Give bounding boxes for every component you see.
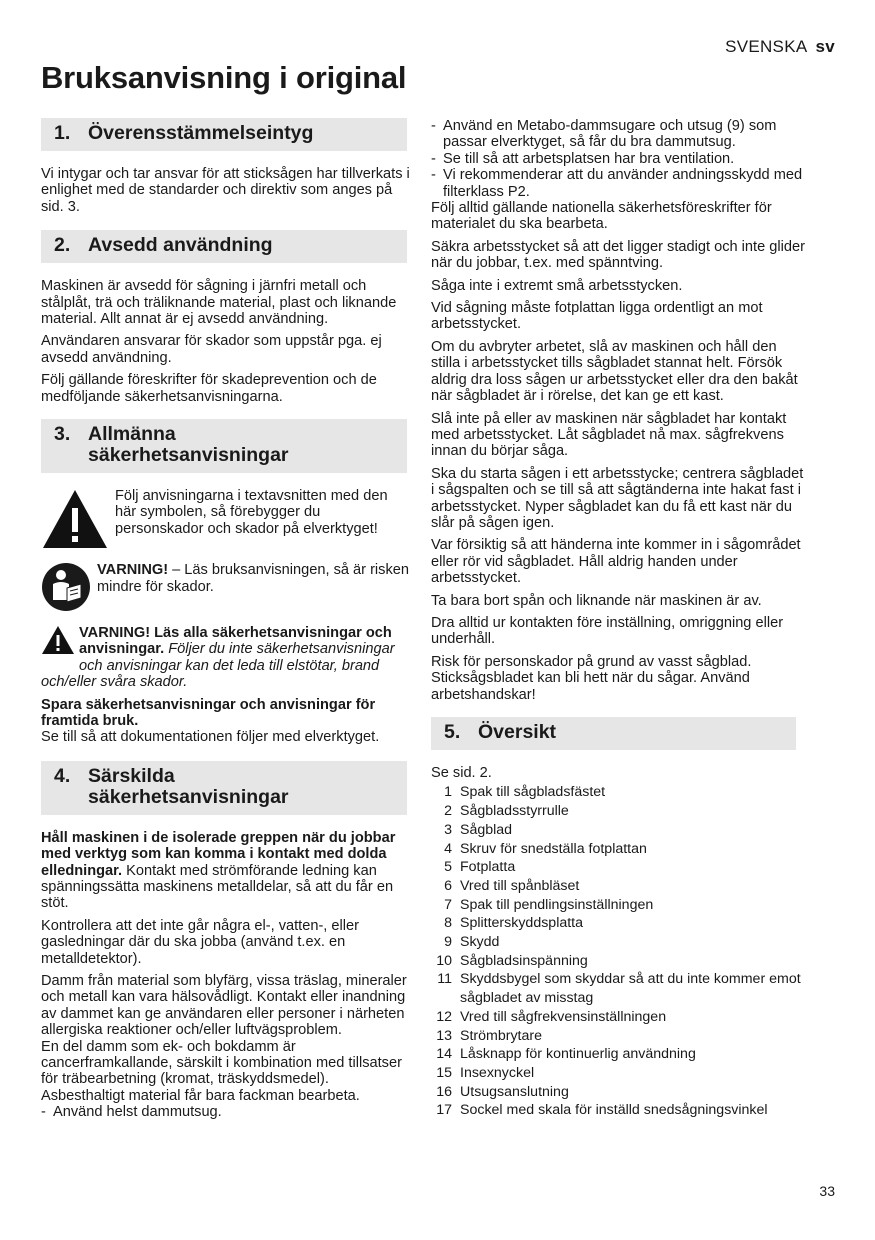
- overview-item-number: 7: [444, 896, 452, 913]
- overview-item: [431, 1045, 807, 1064]
- safety-rule: Om du avbryter arbetet, slå av maskinen och håll den stilla i arbetsstycket tills sågbladet stannat helt. Försök aldrig dra loss sågen ur arbetsstycket eller dra den bakåt när sågbladet är i rörelse, det kan ge ett kast.: [431, 338, 798, 405]
- bullet-text: Använd helst dammutsug.: [53, 1104, 222, 1121]
- bullet-item: - Använd helst dammutsug.: [41, 1104, 222, 1121]
- small-warning-icon: [41, 625, 75, 659]
- safety-rule: Ska du starta sågen i ett arbetsstycke; centrera sågbladet i sågspalten och se till så att sågtänderna inte hakat fast i arbetsstycket. Nyper sågbladet kan du få ett kast när du slår på sågen igen.: [431, 465, 804, 531]
- section-5-heading: [431, 717, 796, 750]
- page-title: Bruksanvisning i original: [41, 60, 407, 95]
- overview-item: [431, 952, 807, 971]
- section-title: Överensstämmelseintyg: [88, 122, 314, 144]
- overview-item-number: 1: [444, 784, 452, 801]
- section-title: Översikt: [478, 721, 557, 743]
- safety-rule: Vid sågning måste fotplattan ligga ordentligt an mot arbetsstycket.: [431, 300, 763, 333]
- keep-instructions: [41, 697, 412, 746]
- section-2-heading: [41, 230, 407, 263]
- section-number: 1.: [54, 122, 71, 144]
- overview-item: [431, 896, 807, 915]
- overview-item-number: 12: [436, 1008, 452, 1025]
- overview-item-number: 6: [444, 877, 452, 894]
- special-safety-paragraph: Kontrollera att det inte går några el-, vatten-, eller gasledningar där du ska jobba (använd t.ex. en metalldetektor).: [41, 917, 359, 967]
- safety-rule: Säkra arbetsstycket så att det ligger stadigt och inte glider när du jobbar, t.ex. med spänntving.: [431, 238, 805, 272]
- bullet-item: - Använd en Metabo-dammsugare och utsug (9) som passar elverktyget, så får du bra dammutsug.: [431, 118, 807, 151]
- warning-italic: Följer du inte säkerhetsanvisningar och anvisningar kan det leda till elstötar, brand och/eller svåra skador.: [41, 641, 395, 691]
- safety-rule: Var försiktig så att händerna inte kommer in i sågområdet eller rör vid sågbladet. Håll aldrig handen under arbetsstycket.: [431, 537, 801, 587]
- section-title-line: Särskilda: [88, 764, 175, 787]
- keep-text: Se till så att dokumentationen följer med elverktyget.: [41, 729, 380, 746]
- safety-rule: Följ alltid gällande nationella säkerhetsföreskrifter för materialet du ska bearbeta.: [431, 200, 772, 233]
- overview-item: [431, 821, 807, 840]
- overview-item-label: Splitterskyddsplatta: [460, 915, 584, 932]
- overview-item-label: Vred till sågfrekvensinställningen: [460, 1008, 667, 1025]
- overview-item: [431, 1064, 807, 1083]
- warning-symbol-note: [41, 488, 412, 554]
- section-title: Avsedd användning: [88, 234, 273, 257]
- overview-item-number: 15: [436, 1064, 452, 1081]
- overview-item: [431, 877, 807, 896]
- bullet-text: Se till så att arbetsplatsen har bra ventilation.: [443, 150, 735, 167]
- overview-item: [431, 1027, 807, 1046]
- overview-item-number: 4: [444, 840, 452, 857]
- overview-item: [431, 933, 807, 952]
- overview-item-label: Fotplatta: [460, 859, 516, 876]
- overview-item: [431, 1101, 807, 1120]
- overview-item: [431, 858, 807, 877]
- overview-item: [431, 783, 807, 802]
- special-safety-paragraph: [41, 830, 412, 912]
- section-1-heading: [41, 118, 407, 151]
- section-title-line: säkerhetsanvisningar: [88, 785, 289, 808]
- overview-item-number: 13: [436, 1027, 452, 1044]
- overview-item-label: Sockel med skala för inställd snedsågningsvinkel: [460, 1102, 768, 1119]
- overview-item: [431, 914, 807, 933]
- warning-label: VARNING!: [97, 562, 169, 579]
- overview-item-number: 10: [436, 952, 452, 969]
- read-manual-note: [41, 562, 412, 616]
- overview-item-number: 11: [437, 971, 452, 988]
- overview-item-label: Insexnyckel: [460, 1064, 535, 1081]
- read-manual-icon: [41, 562, 91, 616]
- instruction-text: Kontakt med strömförande ledning kan spänningssätta maskinens metalldelar, så att du får en stöt.: [41, 862, 394, 912]
- overview-item-label: Spak till sågbladsfästet: [460, 784, 606, 801]
- intended-use-paragraph: Maskinen är avsedd för sågning i järnfri metall och stålplåt, trä och träliknande material, plast och liknande material. Allt annat är ej avsedd användning.: [41, 278, 397, 328]
- general-warning: [41, 625, 412, 691]
- overview-item-label: Skruv för snedställa fotplattan: [460, 840, 647, 857]
- overview-item-label: Sågbladsinspänning: [460, 952, 588, 969]
- bullet-text: Använd en Metabo-dammsugare och utsug (9) som passar elverktyget, så får du bra dammutsug.: [443, 118, 777, 151]
- warning-text: – Läs bruksanvisningen, så är risken mindre för skador.: [97, 562, 410, 595]
- overview-item-label: Skyddsbygel som skyddar så att du inte kommer emot sågbladet av misstag: [460, 971, 801, 1007]
- safety-rule: Risk för personskador på grund av vasst sågblad. Sticksågsbladet kan bli hett när du sågar. Använd arbetshandskar!: [431, 653, 752, 703]
- section-title-line: säkerhetsanvisningar: [88, 444, 289, 467]
- overview-item-label: Vred till spånbläset: [460, 877, 580, 894]
- overview-item-number: 16: [436, 1083, 452, 1100]
- overview-item: [431, 840, 807, 859]
- special-safety-paragraph: [41, 973, 412, 1104]
- overview-item-label: Låsknapp för kontinuerlig användning: [460, 1046, 696, 1063]
- section-4-heading: [41, 761, 407, 815]
- overview-item-label: Sågblad: [460, 821, 513, 838]
- overview-item-number: 14: [436, 1046, 452, 1063]
- overview-item-number: 9: [444, 934, 452, 951]
- language-name: SVENSKA: [725, 37, 808, 56]
- overview-item: [431, 802, 807, 821]
- overview-item-label: Strömbrytare: [460, 1027, 542, 1044]
- overview-item-label: Spak till pendlingsinställningen: [460, 896, 654, 913]
- overview-item-number: 8: [444, 915, 452, 932]
- bullet-item: - Se till så att arbetsplatsen har bra ventilation.: [431, 150, 735, 167]
- intended-use-paragraph: Användaren ansvarar för skador som uppstår pga. ej avsedd användning.: [41, 333, 382, 366]
- overview-item: [431, 970, 807, 1007]
- overview-item-number: 3: [444, 821, 452, 838]
- overview-item: [431, 1008, 807, 1027]
- language-code: sv: [815, 37, 835, 56]
- left-column: [41, 118, 412, 1121]
- conformity-text: Vi intygar och tar ansvar för att sticksågen har tillverkats i enlighet med de standarder och direktiv som anges på sid. 3.: [41, 166, 410, 215]
- overview-list: [431, 783, 807, 1120]
- overview-item-number: 17: [436, 1102, 452, 1119]
- dust-text: En del damm som ek- och bokdamm är cancerframkallande, särskilt i kombination med tillsatser för träbearbetning (kromat, träskyddsmedel). Asbesthaltigt material får bara fackman bearbeta.: [41, 1038, 402, 1104]
- symbol-explanation: Följ anvisningarna i textavsnitten med den här symbolen, så förebygger du personskador och skador på elverktyget!: [115, 488, 388, 537]
- section-title-line: Allmänna: [88, 423, 176, 446]
- section-number: 3.: [54, 423, 71, 446]
- keep-bold: Spara säkerhetsanvisningar och anvisningar för framtida bruk.: [41, 696, 376, 729]
- dust-text: Damm från material som blyfärg, vissa träslag, mineraler och metall kan vara hälsovådligt. Kontakt eller inandning av dammet kan ge användaren eller personer i närheten allergiska reaktioner och/eller luftvägsproblem.: [41, 972, 407, 1039]
- safety-rule: Ta bara bort spån och liknande när maskinen är av.: [431, 592, 762, 609]
- warning-triangle-icon: [41, 488, 109, 554]
- section-number: 2.: [54, 234, 71, 257]
- section-number: 5.: [444, 721, 461, 743]
- safety-rule: Såga inte i extremt små arbetsstycken.: [431, 277, 683, 294]
- overview-intro: Se sid. 2.: [431, 765, 492, 781]
- section-number: 4.: [54, 764, 71, 787]
- overview-item-number: 2: [444, 803, 452, 820]
- overview-item-label: Utsugsanslutning: [460, 1083, 569, 1100]
- section-3-heading: [41, 419, 407, 473]
- language-label: [725, 37, 835, 57]
- overview-item: [431, 1083, 807, 1102]
- safety-rule: Dra alltid ur kontakten före inställning, omriggning eller underhåll.: [431, 614, 784, 648]
- page-number: 33: [819, 1183, 835, 1199]
- intended-use-paragraph: Följ gällande föreskrifter för skadeprevention och de medföljande säkerhetsanvisningarna.: [41, 372, 377, 405]
- overview-item-label: Sågbladsstyrrulle: [460, 803, 569, 820]
- bullet-text: Vi rekommenderar att du använder andningsskydd med filterklass P2.: [443, 167, 803, 200]
- overview-item-label: Skydd: [460, 934, 500, 951]
- safety-rule: Slå inte på eller av maskinen när sågbladet har kontakt med arbetsstycket. Låt sågbladet nå max. sågfrekvens innan du börjar såga.: [431, 410, 787, 460]
- right-column: [431, 118, 807, 1120]
- warning-bold: VARNING! Läs alla säkerhetsanvisningar och anvisningar.: [79, 624, 392, 658]
- bullet-item: - Vi rekommenderar att du använder andningsskydd med filterklass P2.: [431, 167, 807, 200]
- bold-instruction: Håll maskinen i de isolerade greppen när du jobbar med verktyg som kan komma i kontakt med dolda elledningar.: [41, 829, 396, 879]
- overview-item-number: 5: [444, 859, 452, 876]
